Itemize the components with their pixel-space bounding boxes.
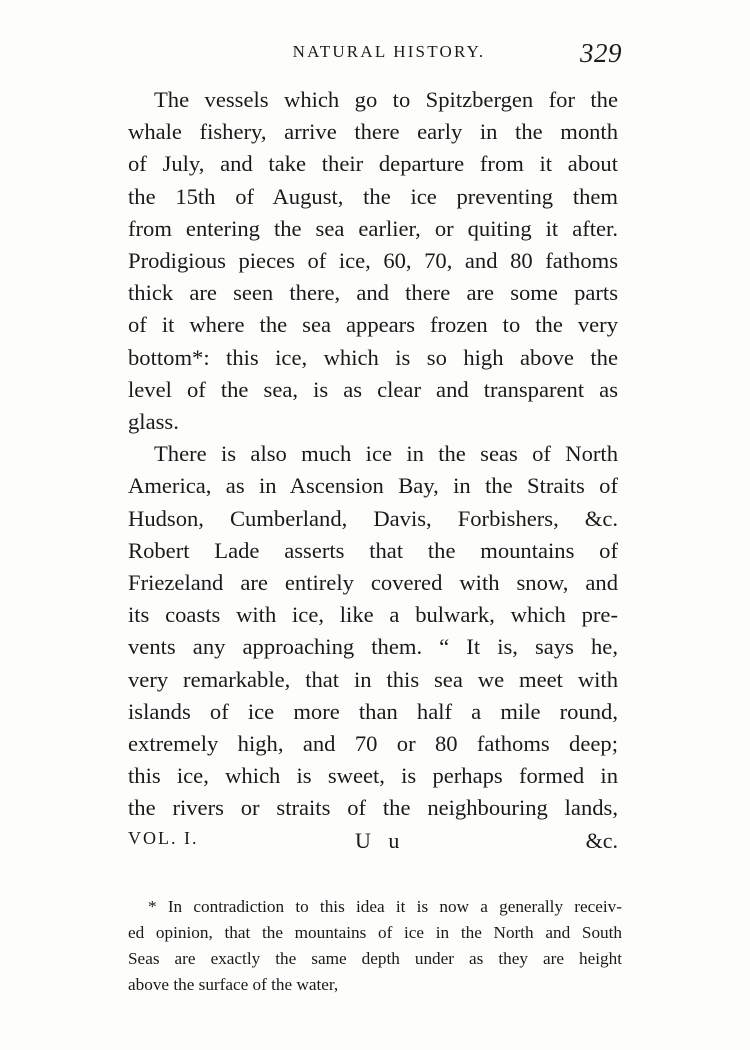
paragraph-2-line-10: extremely high, and 70 or 80 fathoms deep; <box>128 731 618 757</box>
paragraph-1-line-5: from entering the sea earlier, or quiting it after. <box>128 215 618 241</box>
volume-label: VOL. I. <box>128 828 199 848</box>
paragraph-1-line-2: whale fishery, arrive there early in the month <box>128 119 618 145</box>
paragraph-2-line-2: America, as in Ascension Bay, in the Straits of <box>128 473 618 499</box>
footnote-line-2: ed opinion, that the mountains of ice in the North and South <box>128 923 622 942</box>
signature-line <box>128 828 618 860</box>
paragraph-1-line-11: glass. <box>128 409 179 435</box>
signature-mark: U u <box>355 828 406 853</box>
footnote <box>128 894 622 998</box>
paragraph-1-line-10: level of the sea, is as clear and transparent as <box>128 376 618 402</box>
paragraph-2-line-4: Robert Lade asserts that the mountains of <box>128 537 618 563</box>
catchword: &c. <box>585 828 618 853</box>
running-title: NATURAL HISTORY. <box>292 42 486 61</box>
running-head <box>128 38 622 72</box>
paragraph-2-line-3: Hudson, Cumberland, Davis, Forbishers, &c. <box>128 505 618 531</box>
paragraph-2-line-5: Friezeland are entirely covered with snow, and <box>128 570 618 596</box>
page-number: 329 <box>580 38 622 68</box>
paragraph-2-line-8: very remarkable, that in this sea we meet with <box>128 666 618 692</box>
paragraph-2-line-6: its coasts with ice, like a bulwark, which pre- <box>128 602 618 628</box>
paragraph-2-line-12: the rivers or straits of the neighbouring lands, <box>128 795 618 821</box>
footnote-line-1: * In contradiction to this idea it is now a generally receiv- <box>148 897 622 916</box>
paragraph-1-line-8: of it where the sea appears frozen to the very <box>128 312 618 338</box>
paragraph-2-line-9: islands of ice more than half a mile round, <box>128 698 618 724</box>
body-text <box>128 84 618 825</box>
paragraph-1-line-6: Prodigious pieces of ice, 60, 70, and 80 fathoms <box>128 248 618 274</box>
paragraph-2-line-1: There is also much ice in the seas of North <box>154 441 618 467</box>
paragraph-2-line-7: vents any approaching them. “ It is, says he, <box>128 634 618 660</box>
paragraph-1-line-7: thick are seen there, and there are some parts <box>128 280 618 306</box>
footnote-line-4: above the surface of the water, <box>128 975 339 994</box>
footnote-line-3: Seas are exactly the same depth under as they are height <box>128 949 622 968</box>
paragraph-1-line-4: the 15th of August, the ice preventing them <box>128 183 618 209</box>
paragraph-1-line-3: of July, and take their departure from it about <box>128 151 618 177</box>
paragraph-1-line-1: The vessels which go to Spitzbergen for the <box>154 87 618 112</box>
paragraph-2-line-11: this ice, which is sweet, is perhaps formed in <box>128 763 618 789</box>
paragraph-1-line-9: bottom*: this ice, which is so high above the <box>128 344 618 370</box>
